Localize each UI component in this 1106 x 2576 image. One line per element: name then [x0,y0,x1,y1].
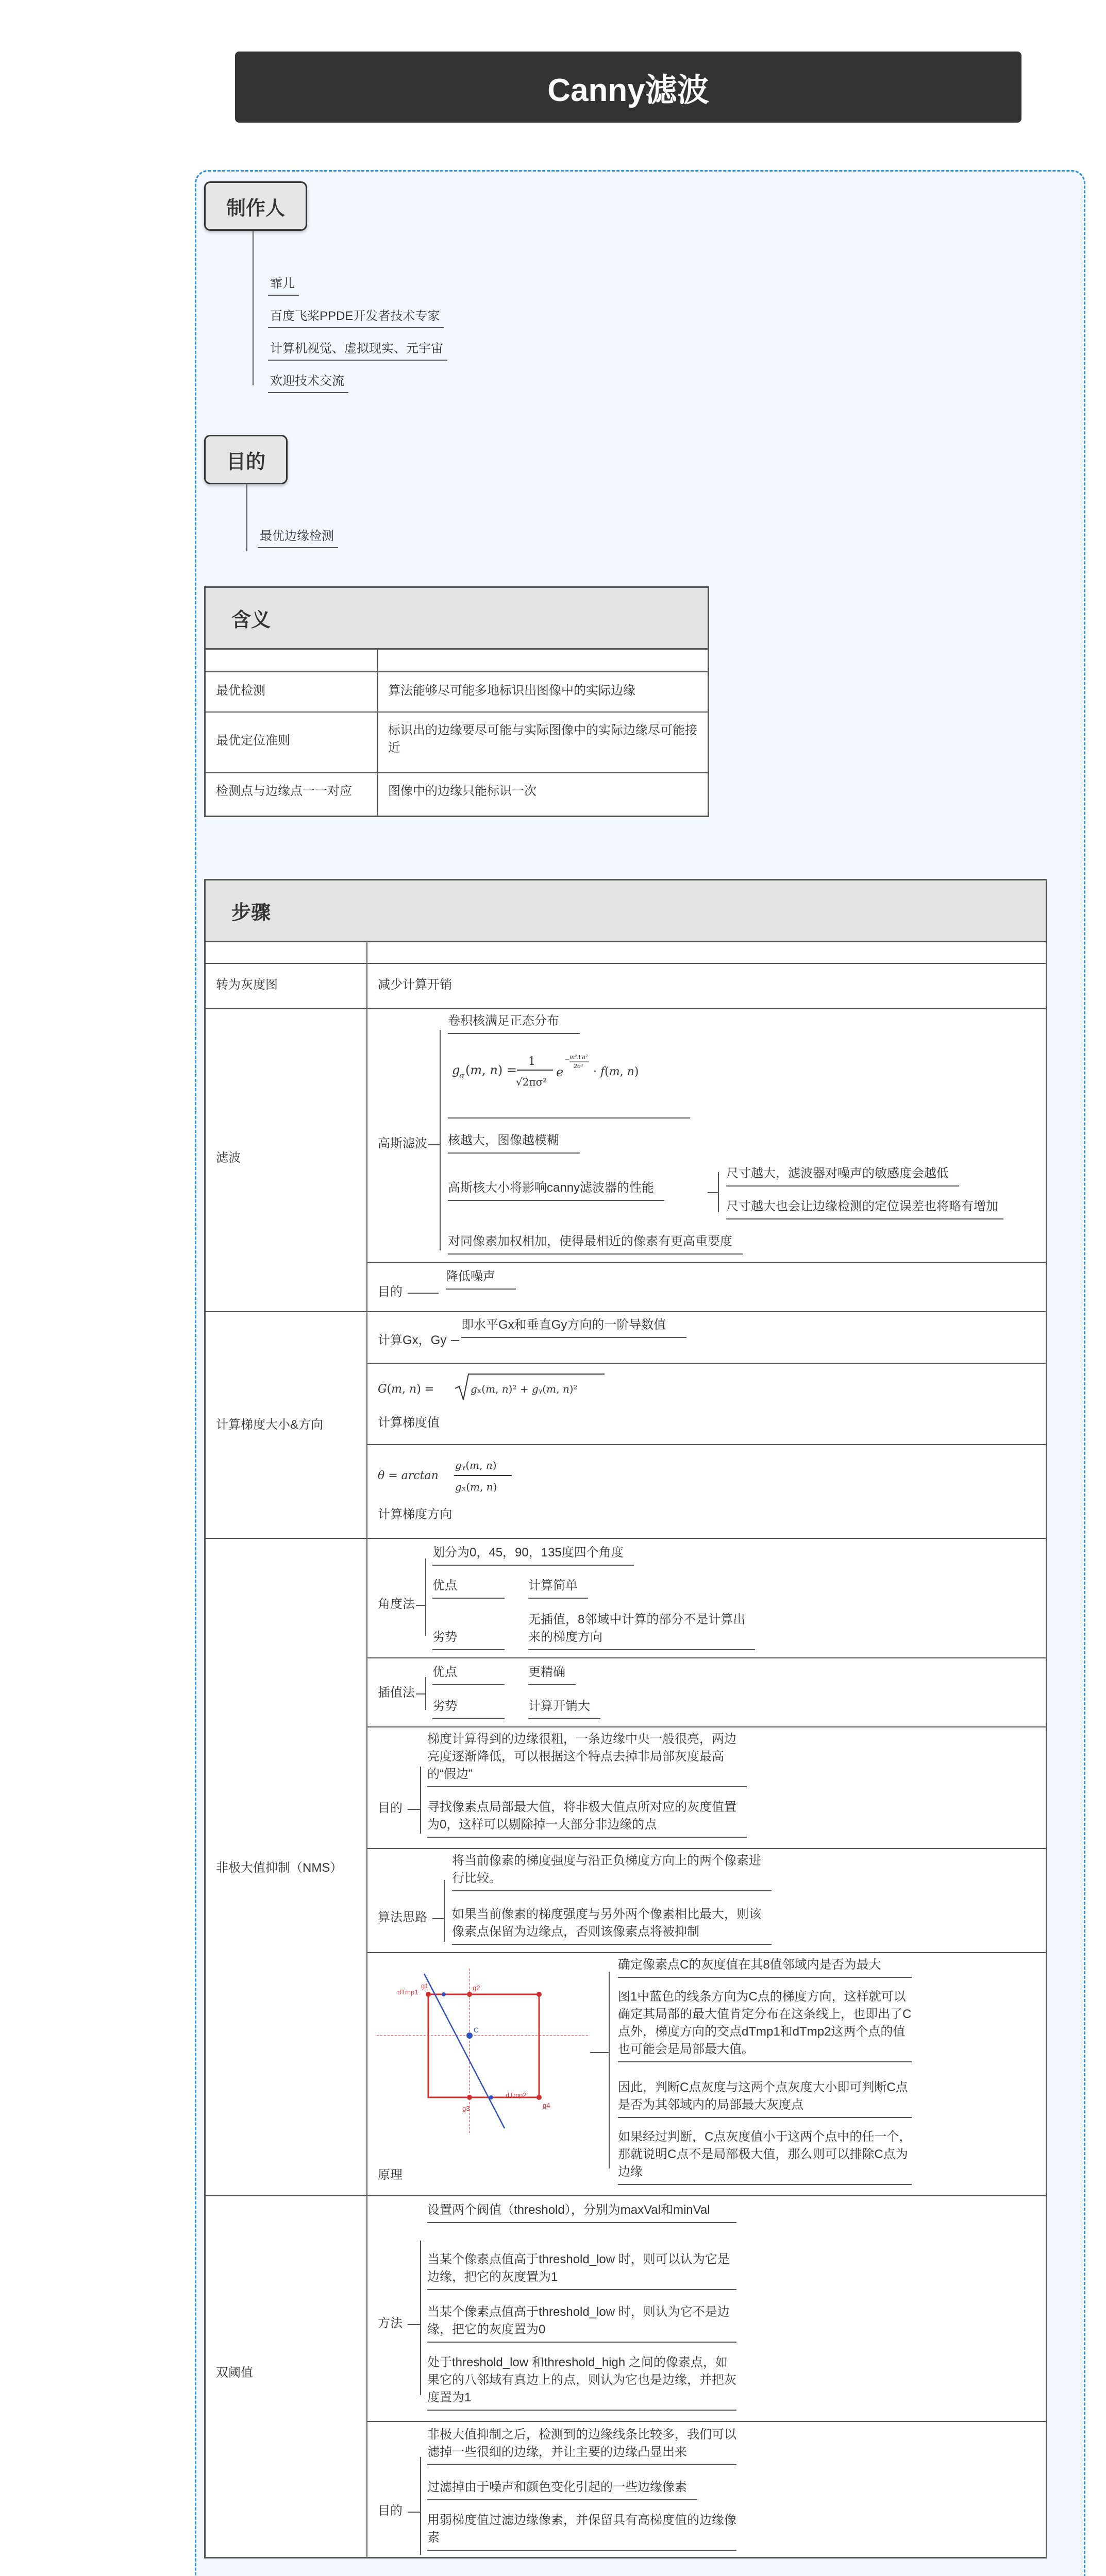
gradient-calc-value: 即水平Gx和垂直Gy方向的一阶导数值 [461,1316,686,1338]
meaning-heading: 含义 [206,588,708,650]
double-method-1: 设置两个阀值（threshold），分别为maxVal和minVal [427,2201,736,2223]
fig-label-g1: g1 [421,1982,429,1990]
nms-principle-4: 如果经过判断，C点灰度值小于这两个点中的任一个，那就说明C点不是局部极大值，那么则可以排除C点为边缘 [618,2128,912,2185]
svg-text:gᵧ(m, n): gᵧ(m, n) [455,1459,497,1471]
connector [444,1880,445,1942]
meaning-value: 图像中的边缘只能标识一次 [388,784,537,798]
magnitude-formula [378,1368,615,1407]
meaning-key: 最优定位准则 [216,734,290,748]
nms-angle-pro: 计算简单 [528,1577,588,1599]
svg-text:σ: σ [459,1071,465,1080]
fig-label-dtmp1: dTmp1 [397,1988,418,1996]
formula-svg [378,1447,563,1504]
double-purpose-2: 过滤掉由于噪声和颜色变化引起的一些边缘像素 [427,2479,697,2500]
row-divider [366,2421,1046,2422]
formula-svg [450,1038,656,1105]
author-item: 欢迎技术交流 [268,374,348,393]
nms-principle-1: 确定像素点C的灰度值在其8值邻域内是否为最大 [618,1956,912,1978]
connector [432,1649,505,1650]
row-divider [206,963,1046,964]
gradient-mag-label: 计算梯度值 [378,1416,440,1430]
row-divider [206,1311,1046,1312]
filter-purpose-label: 目的 [378,1285,403,1299]
col-divider [377,650,378,816]
connector [432,1718,505,1719]
gauss-subpoint: 尺寸越大也会让边缘检测的定位误差也将略有增加 [726,1198,1003,1219]
nms-interp-con: 计算开销大 [528,1698,600,1719]
col-divider [366,942,367,2557]
connector [718,1172,719,1212]
double-purpose-1: 非极大值抑制之后，检测到的边缘线条比较多，我们可以滤掉一些很细的边缘，并让主要的边缘凸显出来 [427,2426,736,2465]
connector [408,1809,420,1810]
gauss-label: 高斯滤波 [378,1137,427,1150]
topic-author[interactable]: 制作人 [204,181,307,231]
svg-text:gₓ(m, n): gₓ(m, n) [455,1481,497,1493]
fig-label-g3: g3 [462,2105,470,2112]
connector [432,1684,505,1685]
row-divider [206,2195,1046,2196]
connector [408,2512,420,2513]
double-purpose-3: 用弱梯度值过滤边缘像素，并保留具有高梯度值的边缘像素 [427,2512,736,2551]
svg-text:√2πσ²: √2πσ² [516,1076,547,1088]
formula-svg [378,1368,615,1407]
double-method-4: 处于threshold_low 和threshold_high 之间的像素点，如果它的八邻域有真边上的点，则认为它也是边缘，并把灰度置为1 [427,2354,736,2411]
nms-principle-2: 图1中蓝色的线条方向为C点的梯度方向，这样就可以确定其局部的最大值肯定分布在这条线上，也即出了C点外，梯度方向的交点dTmp1和dTmp2这两个点的值也可能会是局部最大值。 [618,1988,912,2062]
svg-text:m²+n²: m²+n² [569,1054,588,1060]
connector [708,1192,718,1193]
nms-pro-label: 优点 [432,1579,457,1592]
row-divider [366,1726,1046,1727]
meaning-key: 最优检测 [216,684,265,698]
gradient-dir-label: 计算梯度方向 [378,1507,452,1521]
meaning-table [204,586,709,817]
gauss-point: 高斯核大小将影响canny滤波器的性能 [448,1179,664,1201]
svg-text:−: − [564,1056,570,1064]
connector [590,2052,609,2053]
row-divider [366,1363,1046,1364]
connector [253,231,254,385]
row-divider [366,1657,1046,1658]
gauss-point: 核越大，图像越模糊 [448,1132,580,1154]
double-method-3: 当某个像素点值高于threshold_low 时，则认为它不是边缘，把它的灰度置为0 [427,2303,736,2343]
direction-formula [378,1447,563,1504]
row-divider [206,1008,1046,1009]
connector [408,1293,439,1294]
double-method-2: 当某个像素点值高于threshold_low 时，则可以认为它是边缘，把它的灰度置为1 [427,2251,736,2290]
filter-purpose-value: 降低噪声 [446,1268,516,1290]
steps-heading: 步骤 [206,880,1046,942]
connector [451,1340,459,1341]
connector [432,1918,444,1919]
fig-label-c: C [474,2026,479,2034]
gauss-formula [450,1038,656,1105]
row-divider [366,1952,1046,1953]
svg-text:e: e [556,1065,564,1079]
row-divider [206,671,708,672]
svg-text:· f(m, n): · f(m, n) [593,1065,639,1078]
topic-purpose[interactable]: 目的 [204,435,288,484]
connector [416,1605,425,1606]
connector [432,1598,505,1599]
gradient-calc: 计算Gx，Gy [378,1333,447,1347]
nms-idea-1: 将当前像素的梯度强度与沿正负梯度方向上的两个像素进行比较。 [452,1852,772,1891]
nms-idea: 算法思路 [378,1910,427,1924]
meaning-value: 算法能够尽可能多地标识出图像中的实际边缘 [388,684,635,698]
double-method: 方法 [378,2316,403,2330]
connector [408,2324,420,2325]
connector [420,1767,421,1834]
fig-label-g2: g2 [473,1984,480,1992]
meaning-key: 检测点与边缘点一一对应 [216,784,352,798]
steps-table [204,879,1047,2558]
nms-purpose: 目的 [378,1801,403,1815]
nms-interp-pro: 更精确 [528,1664,576,1685]
nms-purpose-2: 寻找像素点局部最大值，将非极大值点所对应的灰度值置为0，这样可以剔除掉一大部分非边缘的点 [427,1799,747,1838]
nms-figure-svg [377,1969,588,2134]
connector [428,1144,440,1145]
nms-angle-a: 划分为0，45，90，135度四个角度 [432,1544,634,1566]
row-divider [366,1262,1046,1263]
meaning-value: 标识出的边缘要尽可能与实际图像中的实际边缘尽可能接近 [388,723,697,755]
nms-purpose-1: 梯度计算得到的边缘很粗，一条边缘中央一般很亮，两边亮度逐渐降低，可以根据这个特点去掉非局部灰度最高的“假边” [427,1731,747,1787]
gauss-subpoint: 尺寸越大，滤波器对噪声的敏感度会越低 [726,1165,959,1187]
nms-pro-label: 优点 [432,1665,457,1679]
row-divider [206,772,708,773]
svg-text:2σ²: 2σ² [574,1063,583,1070]
nms-angle-con: 无插值，8邻域中计算的部分不是计算出来的梯度方向 [528,1611,755,1650]
double-purpose: 目的 [378,2504,403,2518]
row-divider [206,711,708,713]
page-title: Canny滤波 [235,52,1021,123]
purpose-item: 最优边缘检测 [258,529,338,548]
svg-text:g: g [452,1063,460,1077]
nms-con-label: 劣势 [432,1699,457,1713]
step-double-key: 双阈值 [216,2366,253,2380]
connector [425,1558,426,1636]
row-divider [206,1538,1046,1539]
fig-label-dtmp2: dTmp2 [506,2091,527,2099]
step-gray-value: 减少计算开销 [378,978,452,992]
connector [609,1972,610,2168]
fig-label-g4: g4 [543,2102,550,2109]
nms-principle-3: 因此，判断C点灰度与这两个点灰度大小即可判断C点是否为其邻域内的局部最大灰度点 [618,2079,912,2118]
svg-text:θ = arctan: θ = arctan [378,1469,439,1482]
svg-text:1: 1 [528,1055,535,1068]
nms-con-label: 劣势 [432,1630,457,1644]
nms-principle: 原理 [378,2168,403,2182]
connector [440,1030,441,1250]
author-item: 百度飞桨PPDE开发者技术专家 [268,309,444,328]
nms-interp: 插值法 [378,1686,415,1700]
connector [416,1693,425,1694]
step-filter-key: 滤波 [216,1151,241,1165]
nms-figure [377,1969,588,2134]
gauss-point: 卷积核满足正态分布 [448,1012,580,1034]
step-gradient-key: 计算梯度大小&方向 [216,1418,324,1432]
connector [448,1117,690,1118]
connector [246,484,247,551]
svg-text:G(m, n) =: G(m, n) = [378,1383,434,1396]
connector [420,2457,421,2555]
svg-text:(m, n) =: (m, n) = [465,1063,517,1077]
gauss-point: 对同像素加权相加，使得最相近的像素有更高重要度 [448,1233,743,1255]
author-item: 霏儿 [268,276,299,296]
connector [420,2241,421,2395]
step-gray-key: 转为灰度图 [216,978,278,992]
nms-idea-2: 如果当前像素的梯度强度与另外两个像素相比最大，则该像素点保留为边缘点，否则该像素点将被抑制 [452,1906,772,1945]
row-divider [366,1848,1046,1849]
connector [425,1677,426,1710]
svg-text:gₓ(m, n)² + gᵧ(m, n)²: gₓ(m, n)² + gᵧ(m, n)² [471,1383,578,1395]
author-item: 计算机视觉、虚拟现实、元宇宙 [268,341,447,361]
row-divider [366,1444,1046,1445]
step-nms-key: 非极大值抑制（NMS） [216,1861,343,1875]
nms-angle: 角度法 [378,1597,415,1611]
